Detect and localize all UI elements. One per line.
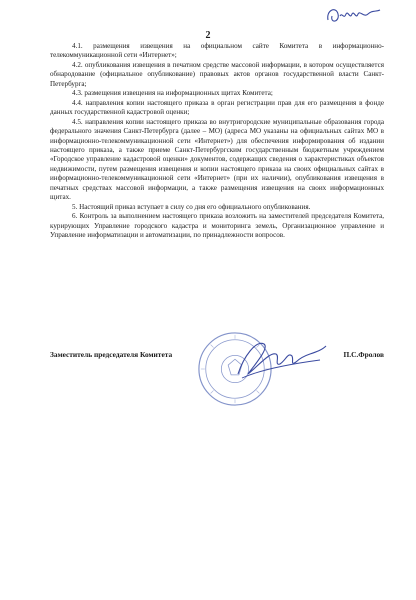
paragraph-6: 6. Контроль за выполнением настоящего приказа возложить на заместителей председателя Комитета, курирующих Управление городского кадастра и мониторинга земель, Организационное управление и Управление информатизации и автоматизации, по принадлежности вопросов. xyxy=(50,212,384,240)
paragraph-4-5: 4.5. направления копии настоящего приказа во внутригородские муниципальные образования города федерального значения Санкт-Петербурга (далее – МО) (адреса МО указаны на официальных сайтах МО в информационно-телекоммуникационной сети «Интернет») для обеспечения информирования об издании настоящего приказа, а также приеме Санкт-Петербургским государственным бюджетным учреждением «Городское управление кадастровой оценки» документов, содержащих сведения о характеристиках объектов недвижимости, путем размещения извещения и копии настоящего приказа на своих официальных сайтах в информационно-телекоммуникационной сети «Интернет» (при их наличии), опубликования извещения в печатных средствах массовой информации, а также размещения извещения на своих информационных щитах. xyxy=(50,117,384,202)
page-number: 2 xyxy=(205,30,211,41)
paragraph-4-3: 4.3. размещения извещения на информационных щитах Комитета; xyxy=(72,89,273,98)
corner-handwritten-mark xyxy=(322,2,382,28)
signatory-name: П.С.Фролов xyxy=(343,350,384,359)
signature-block xyxy=(50,350,384,362)
paragraph-4-4: 4.4. направления копии настоящего приказа в орган регистрации прав для его размещения в фонде данных государственной кадастровой оценки; xyxy=(50,98,384,117)
paragraph-4-1: 4.1. размещения извещения на официальном сайте Комитета в информационно-телекоммуникационной сети «Интернет»; xyxy=(50,42,384,60)
paragraph-5: 5. Настоящий приказ вступает в силу со дня его официального опубликования. xyxy=(72,202,311,211)
paragraph-4-2: 4.2. опубликования извещения в печатном средстве массовой информации, в котором осуществляется обнародование (официальное опубликование) правовых актов органов государственной власти Санкт-Петербурга; xyxy=(50,60,384,88)
signatory-title: Заместитель председателя Комитета xyxy=(50,350,173,359)
order-text xyxy=(50,42,384,241)
